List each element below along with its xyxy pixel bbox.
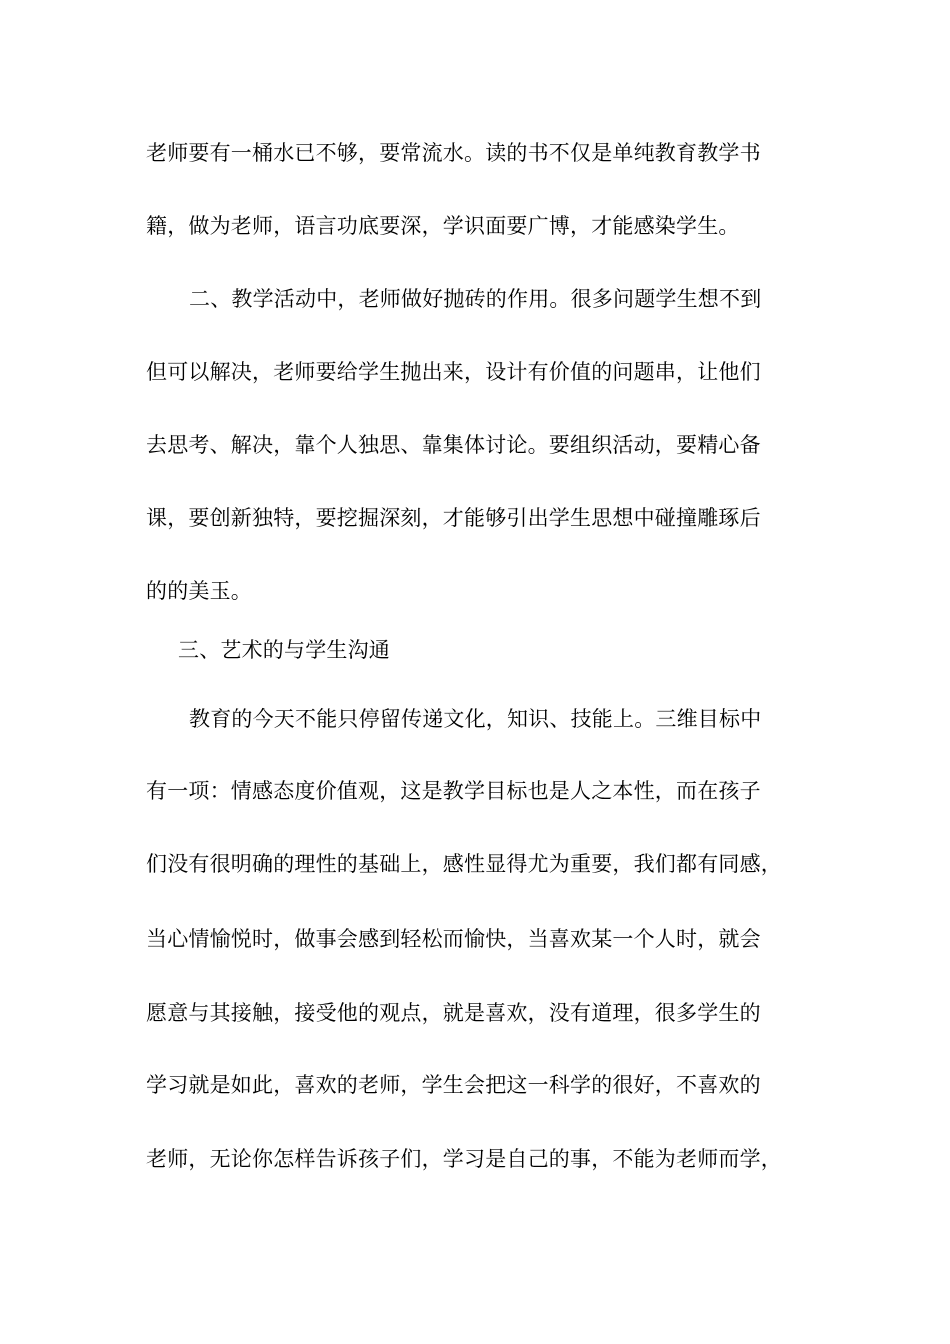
text-line: 老师要有一桶水已不够，要常流水。读的书不仅是单纯教育教学书 [146,141,761,165]
text-line: 课，要创新独特，要挖掘深刻，才能够引出学生思想中碰撞雕琢后 [146,506,761,530]
text-line: 但可以解决，老师要给学生抛出来，设计有价值的问题串，让他们 [146,360,761,384]
text-line: 籍，做为老师，语言功底要深，学识面要广博，才能感染学生。 [146,214,740,238]
text-line: 有一项：情感态度价值观，这是教学目标也是人之本性，而在孩子 [146,779,761,803]
text-line: 的的美玉。 [146,579,252,603]
section-three-paragraph: 教育的今天不能只停留传递文化，知识、技能上。三维目标中 [189,707,762,731]
text-line: 学习就是如此，喜欢的老师，学生会把这一科学的很好，不喜欢的 [146,1073,761,1097]
section-two-paragraph: 二、教学活动中，老师做好抛砖的作用。很多问题学生想不到 [189,287,762,311]
text-line: 老师，无论你怎样告诉孩子们，学习是自己的事，不能为老师而学， [146,1147,782,1171]
text-line: 去思考、解决，靠个人独思、靠集体讨论。要组织活动，要精心备 [146,433,761,457]
section-three-heading: 三、艺术的与学生沟通 [178,638,390,662]
text-line: 愿意与其接触，接受他的观点，就是喜欢，没有道理，很多学生的 [146,1001,761,1025]
text-line: 当心情愉悦时，做事会感到轻松而愉快，当喜欢某一个人时，就会 [146,927,761,951]
text-line: 们没有很明确的理性的基础上，感性显得尤为重要，我们都有同感， [146,852,782,876]
